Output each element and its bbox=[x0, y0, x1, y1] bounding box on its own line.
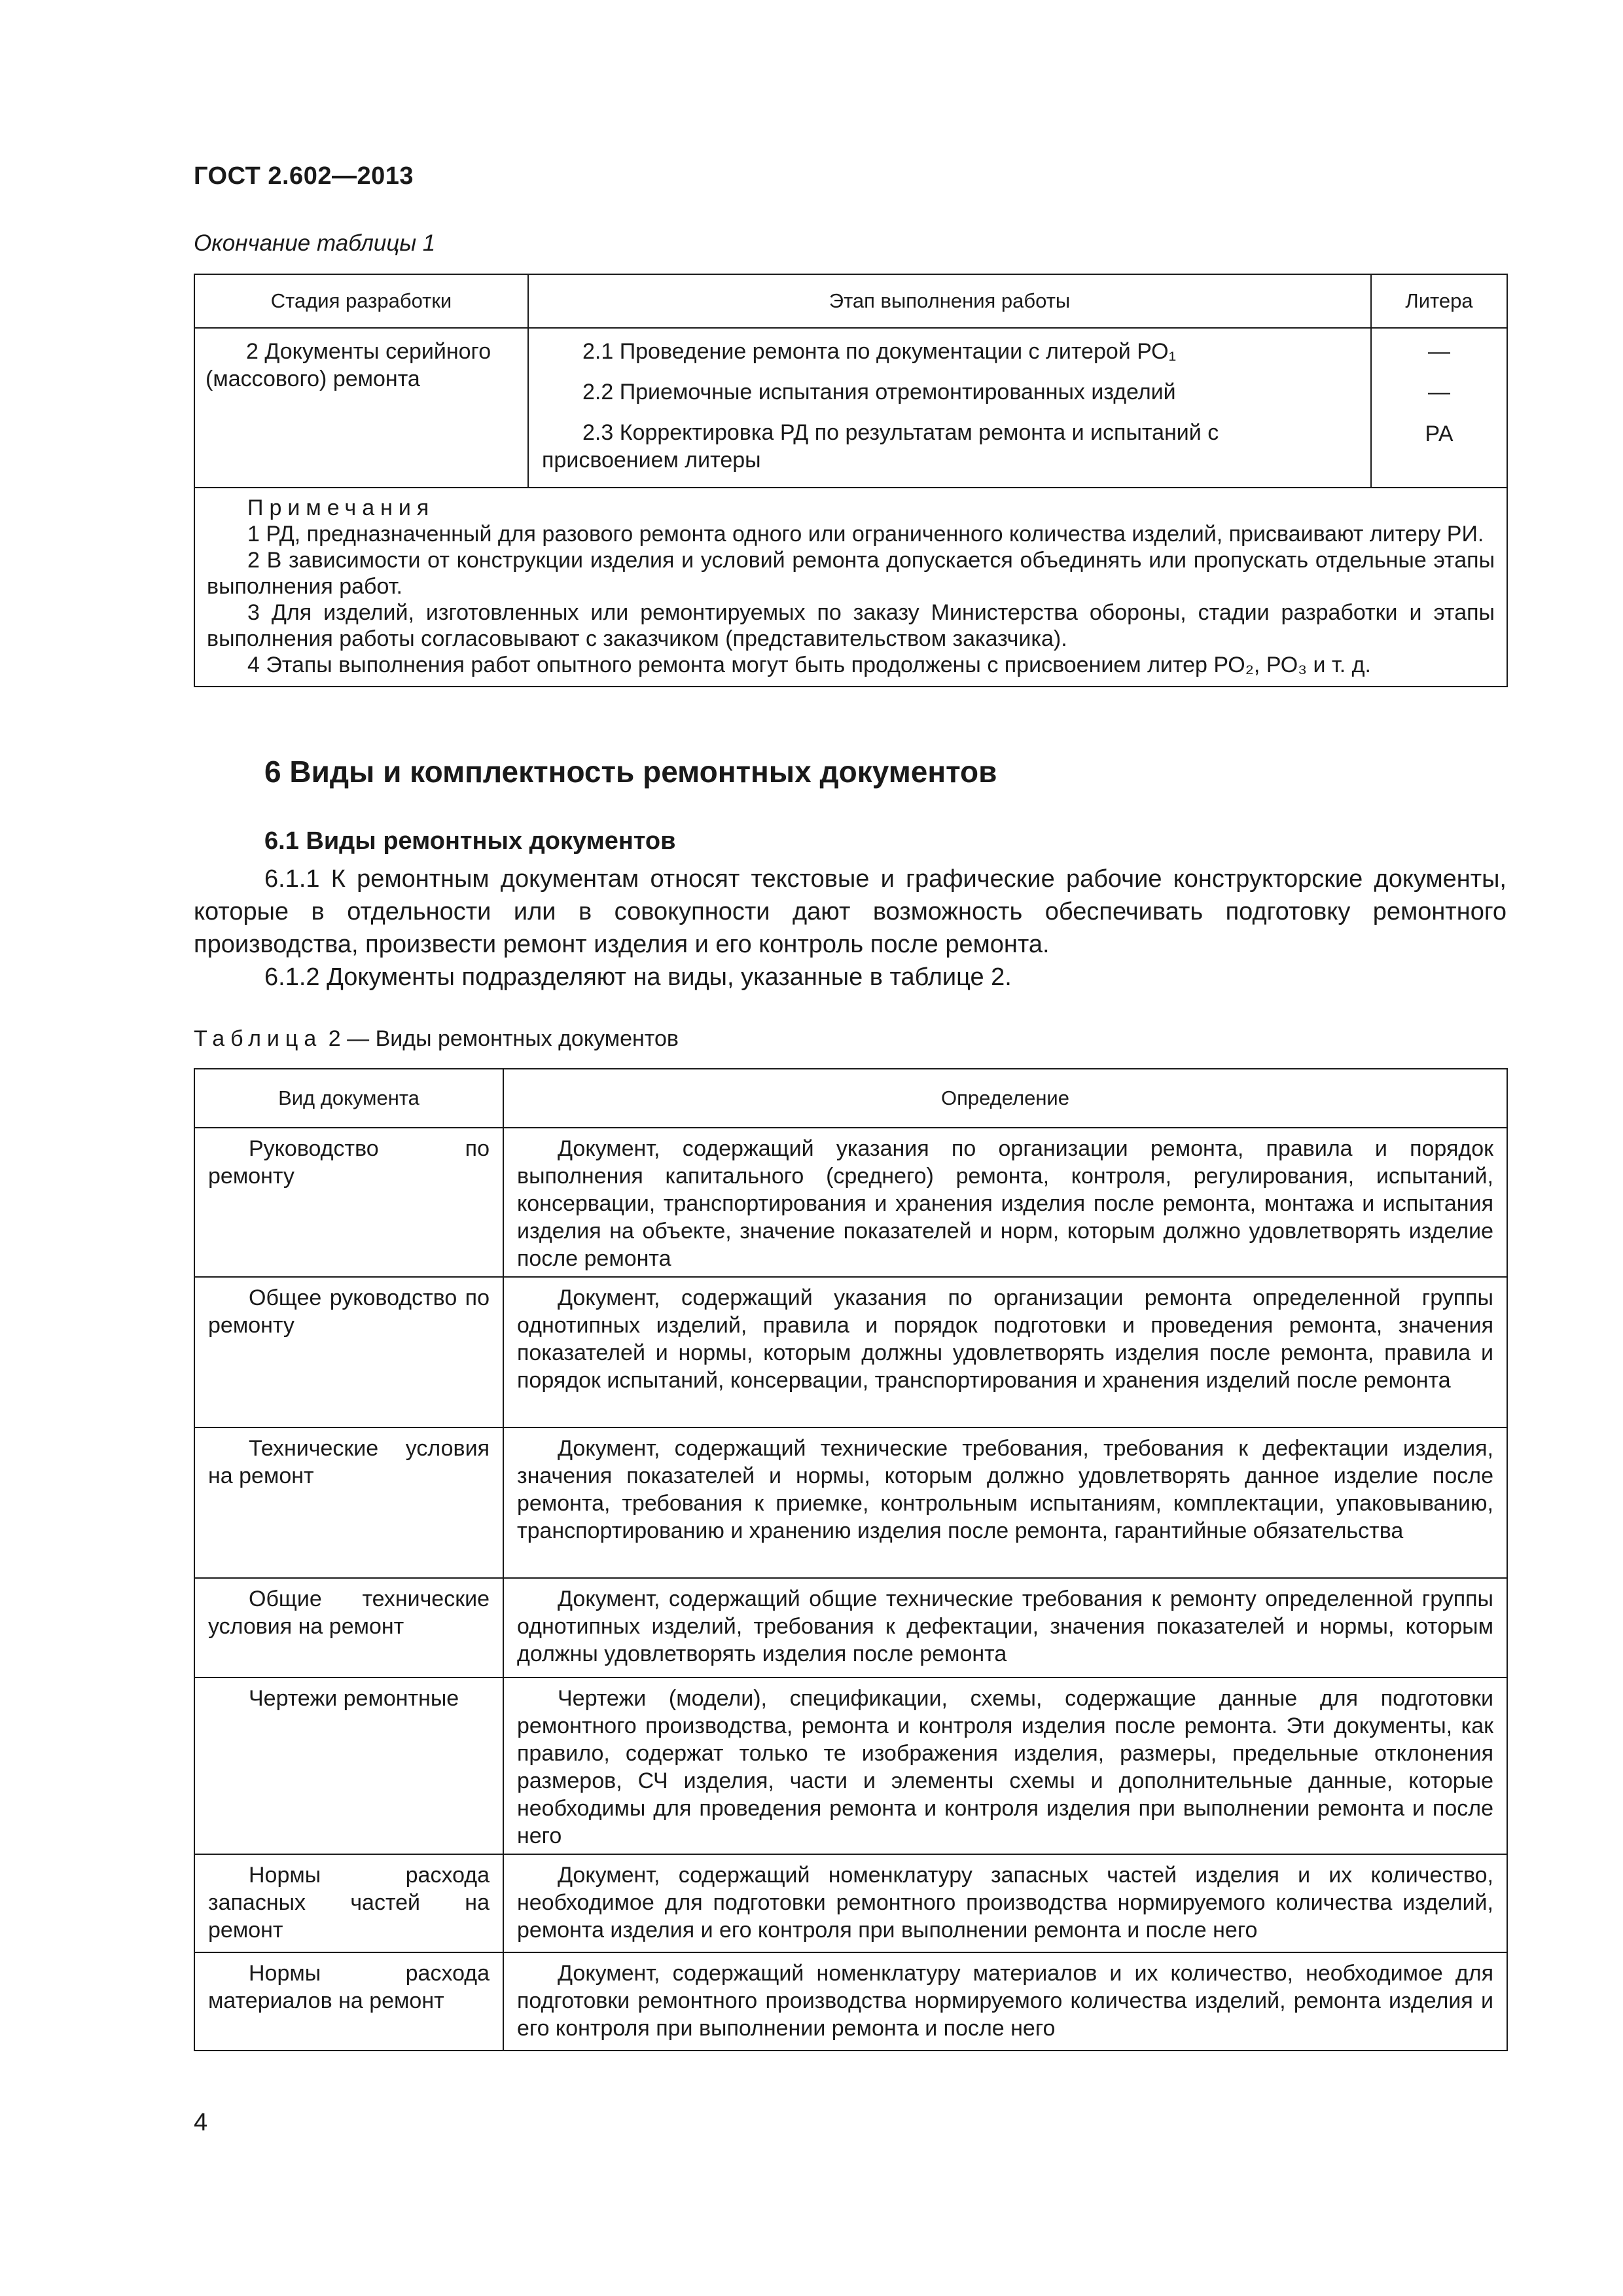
note-item: 4 Этапы выполнения работ опытного ремонта могут быть продолжены с присвоением литер РО₂, РО₃ и т. д. bbox=[247, 653, 1371, 677]
paragraph-6-1-1 bbox=[194, 863, 1507, 961]
doc-definition-cell bbox=[503, 1277, 1507, 1427]
table2-caption bbox=[194, 1026, 679, 1052]
table1-litera: — bbox=[1428, 339, 1450, 364]
paragraph-6-1-1-text: 6.1.1 К ремонтным документам относят текстовые и графические рабочие конструкторские документы, которые в отдельности или в совокупности дают возможность обеспечивать подготовку ремонтного производства, произвести ремонт изделия и его контроль после ремонта. bbox=[194, 865, 1507, 958]
table1-notes-row bbox=[194, 488, 1507, 687]
doc-definition: Документ, содержащий указания по организации ремонта, правила и порядок выполнения капитального (среднего) ремонта, контроля, регулирования, испытаний, консервации, транспортирования и хранения изделия после ремонта, монтажа и испытания изделия на объекте, значение показателей и норм, которым должно удовлетворять изделие после ремонта bbox=[517, 1136, 1493, 1271]
table2 bbox=[194, 1068, 1508, 2051]
section-6-heading: 6 Виды и комплектность ремонтных документов bbox=[264, 755, 997, 789]
table-row bbox=[194, 1277, 1507, 1427]
table2-header-definition: Определение bbox=[503, 1069, 1507, 1128]
table-row bbox=[194, 1427, 1507, 1578]
table1 bbox=[194, 274, 1508, 687]
doc-definition-cell bbox=[503, 1854, 1507, 1952]
table1-header-row bbox=[194, 274, 1507, 328]
standard-code-header: ГОСТ 2.602—2013 bbox=[194, 162, 414, 190]
doc-type-name: Общее руководство по ремонту bbox=[208, 1285, 490, 1338]
table-row bbox=[194, 1677, 1507, 1854]
doc-type-cell bbox=[194, 1952, 503, 2051]
table1-step: 2.1 Проведение ремонта по документации с литерой РО₁ bbox=[582, 339, 1177, 364]
table1-continuation-caption: Окончание таблицы 1 bbox=[194, 230, 436, 256]
doc-type-cell bbox=[194, 1854, 503, 1952]
section-6-1-heading: 6.1 Виды ремонтных документов bbox=[264, 827, 676, 855]
table1-stage-cell bbox=[194, 328, 528, 488]
doc-type-cell bbox=[194, 1128, 503, 1277]
table2-caption-rest: 2 — Виды ремонтных документов bbox=[328, 1026, 679, 1051]
doc-definition: Документ, содержащий номенклатуру материалов и их количество, необходимое для подготовки ремонтного производства нормируемого количества изделий, ремонта изделия и его контроля при выполнении ремонта и после него bbox=[517, 1961, 1493, 2041]
table1-header-step: Этап выполнения работы bbox=[528, 274, 1371, 328]
table1-row bbox=[194, 328, 1507, 488]
table1-steps-cell bbox=[528, 328, 1371, 488]
doc-definition: Документ, содержащий общие технические требования к ремонту определенной группы однотипных изделий, требования к дефектации, значения показателей и нормы, которым должны удовлетворять изделия после ремонта bbox=[517, 1587, 1493, 1666]
table2-header-row bbox=[194, 1069, 1507, 1128]
table1-step: 2.3 Корректировка РД по результатам ремонта и испытаний с присвоением литеры bbox=[542, 420, 1219, 473]
notes-title: Примечания bbox=[247, 495, 435, 520]
table1-header-stage: Стадия разработки bbox=[194, 274, 528, 328]
doc-definition: Документ, содержащий технические требования, требования к дефектации изделия, значения показателей и нормы, которым должно удовлетворять данное изделие после ремонта, требования к приемке, контрольным испытаниям, комплектации, упаковыванию, транспортированию и хранению изделия после ремонта, гарантийные обязательства bbox=[517, 1436, 1493, 1543]
doc-type-name: Технические условия на ремонт bbox=[208, 1436, 490, 1488]
paragraph-6-1-2-text: 6.1.2 Документы подразделяют на виды, указанные в таблице 2. bbox=[264, 963, 1012, 991]
note-item: 3 Для изделий, изготовленных или ремонтируемых по заказу Министерства обороны, стадии разработки и этапы выполнения работы согласовывают с заказчиком (представительством заказчика). bbox=[207, 600, 1495, 651]
table1-litera: РА bbox=[1425, 422, 1454, 446]
doc-type-name: Нормы расхода материалов на ремонт bbox=[208, 1961, 490, 2013]
table1-litera: — bbox=[1428, 380, 1450, 404]
doc-type-name: Чертежи ремонтные bbox=[249, 1686, 459, 1711]
table-row bbox=[194, 1952, 1507, 2051]
doc-type-name: Нормы расхода запасных частей на ремонт bbox=[208, 1863, 490, 1943]
table1-litera-cell bbox=[1371, 328, 1507, 488]
table-row bbox=[194, 1578, 1507, 1677]
doc-type-name: Руководство по ремонту bbox=[208, 1136, 490, 1189]
doc-definition-cell bbox=[503, 1952, 1507, 2051]
table2-header-type: Вид документа bbox=[194, 1069, 503, 1128]
table-row bbox=[194, 1128, 1507, 1277]
table1-notes-cell bbox=[194, 488, 1507, 687]
table2-caption-label: Таблица bbox=[194, 1026, 323, 1051]
note-item: 1 РД, предназначенный для разового ремонта одного или ограниченного количества изделий, присваивают литеру РИ. bbox=[247, 522, 1484, 547]
doc-definition-cell bbox=[503, 1128, 1507, 1277]
table1-step: 2.2 Приемочные испытания отремонтированных изделий bbox=[582, 380, 1176, 404]
doc-definition: Чертежи (модели), спецификации, схемы, содержащие данные для подготовки ремонтного производства, ремонта и контроля изделия после ремонта. Эти документы, как правило, содержат только те изображения изделия, размеры, предельные отклонения размеров, СЧ изделия, части и элементы схемы и дополнительные данные, которые необходимы для проведения ремонта и контроля изделия при выполнении ремонта и после него bbox=[517, 1686, 1493, 1848]
paragraph-6-1-2 bbox=[194, 961, 1507, 994]
doc-definition-cell bbox=[503, 1578, 1507, 1677]
page-number: 4 bbox=[194, 2109, 208, 2136]
note-item: 2 В зависимости от конструкции изделия и условий ремонта допускается объединять или пропускать отдельные этапы выполнения работ. bbox=[207, 548, 1495, 599]
doc-definition: Документ, содержащий указания по организации ремонта определенной группы однотипных изделий, правила и порядок подготовки и проведения ремонта, значения показателей и нормы, которым должны удовлетворять изделия после ремонта, правила и порядок испытаний, консервации, транспортирования и хранения изделий после ремонта bbox=[517, 1285, 1493, 1393]
doc-type-cell bbox=[194, 1277, 503, 1427]
doc-definition: Документ, содержащий номенклатуру запасных частей изделия и их количество, необходимое для подготовки ремонтного производства нормируемого количества изделий, ремонта изделия и его контроля при выполнении ремонта и после него bbox=[517, 1863, 1493, 1943]
doc-definition-cell bbox=[503, 1427, 1507, 1578]
table1-header-litera: Литера bbox=[1371, 274, 1507, 328]
table1-stage-text: 2 Документы серийного (массового) ремонта bbox=[205, 339, 491, 391]
doc-definition-cell bbox=[503, 1677, 1507, 1854]
doc-type-cell bbox=[194, 1427, 503, 1578]
doc-type-name: Общие технические условия на ремонт bbox=[208, 1587, 490, 1639]
table-row bbox=[194, 1854, 1507, 1952]
doc-type-cell bbox=[194, 1677, 503, 1854]
doc-type-cell bbox=[194, 1578, 503, 1677]
